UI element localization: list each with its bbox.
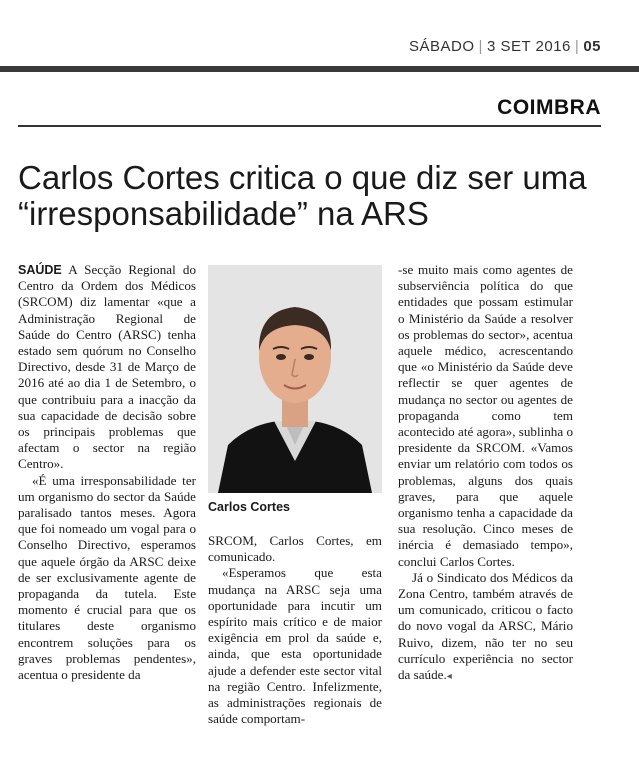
header-separator: | bbox=[478, 38, 483, 55]
end-of-article-icon: ◂ bbox=[446, 671, 452, 683]
portrait-photo-image bbox=[208, 265, 382, 493]
header-date: 3 SET 2016 bbox=[486, 38, 571, 55]
article-paragraph: SRCOM, Carlos Cortes, em comunicado. bbox=[208, 533, 382, 565]
paragraph-text: A Secção Regional do Centro da Ordem dos Médicos (SRCOM) diz lamentar «que a Administração Regional de Saúde do Centro (ARSC) tenha estado sem quórum no Conselho Directivo, desde 31 de Março de 2016 até ao dia 1 de Setembro, o que contribuiu para a inacção da sua capacidade de decisão sobre os principais problemas que afectam o sector na região Centro». bbox=[18, 262, 196, 472]
article-column-2 bbox=[208, 533, 382, 727]
article-paragraph: -se muito mais como agentes de subserviência política do que entidades que possam estimular o Ministério da Saúde a resolver os problemas do sector», acentua aquele médico, acrescentando que «o Ministério da Saúde deve reflectir se quer agentes de mudança no sector ou agentes de propaganda como tem acontecido até agora», sublinha o presidente da SRCOM. «Vamos enviar um relatório com todos os problemas, alguns dos quais graves, para que aquele organismo tenha a capacidade da sua resolução. Cinco meses de inércia é demasiado tempo», conclui Carlos Cortes. bbox=[398, 262, 573, 569]
photo-caption: Carlos Cortes bbox=[208, 500, 290, 514]
article-paragraph: «Esperamos que esta mudança na ARSC seja uma oportunidade para incutir um espírito mais crítico e de maior exigência em prol da saúde e, ainda, que esta oportunidade ajude a defender este sector vital na região Centro. Infelizmente, as administrações regionais de saúde comportam- bbox=[208, 565, 382, 727]
header-separator: | bbox=[574, 38, 580, 55]
page-header bbox=[409, 38, 601, 55]
section-label: COIMBRA bbox=[497, 96, 601, 119]
section-rule bbox=[18, 125, 601, 127]
article-paragraph bbox=[18, 262, 196, 473]
article-paragraph: «É uma irresponsabilidade ter um organismo do sector da Saúde paralisado tantos meses. Agora que foi nomeado um vogal para o Conselho Directivo, esperamos que aquele órgão da ARSC deixe de ser exclusivamente agente de propaganda da tutela. Este momento é crucial para que os titulares deste organismo encontrem soluções para os graves problemas pendentes», acentua o presidente da bbox=[18, 472, 196, 683]
page-number: 05 bbox=[583, 38, 601, 55]
header-rule bbox=[0, 66, 639, 72]
article-title: Carlos Cortes critica o que diz ser uma “irresponsabilidade” na ARS bbox=[18, 159, 587, 232]
article-paragraph bbox=[398, 570, 573, 685]
article-column-3 bbox=[398, 262, 573, 685]
portrait-photo bbox=[208, 265, 382, 493]
article-column-1 bbox=[18, 262, 196, 683]
header-day: SÁBADO bbox=[409, 38, 475, 55]
lead-word: SAÚDE bbox=[18, 263, 62, 277]
paragraph-text: Já o Sindicato dos Médicos da Zona Centro, também através de um comunicado, criticou o facto do novo vogal da ARSC, Mário Ruivo, dizem, não ter no seu currículo experiência no sector da saúde. bbox=[398, 569, 573, 683]
